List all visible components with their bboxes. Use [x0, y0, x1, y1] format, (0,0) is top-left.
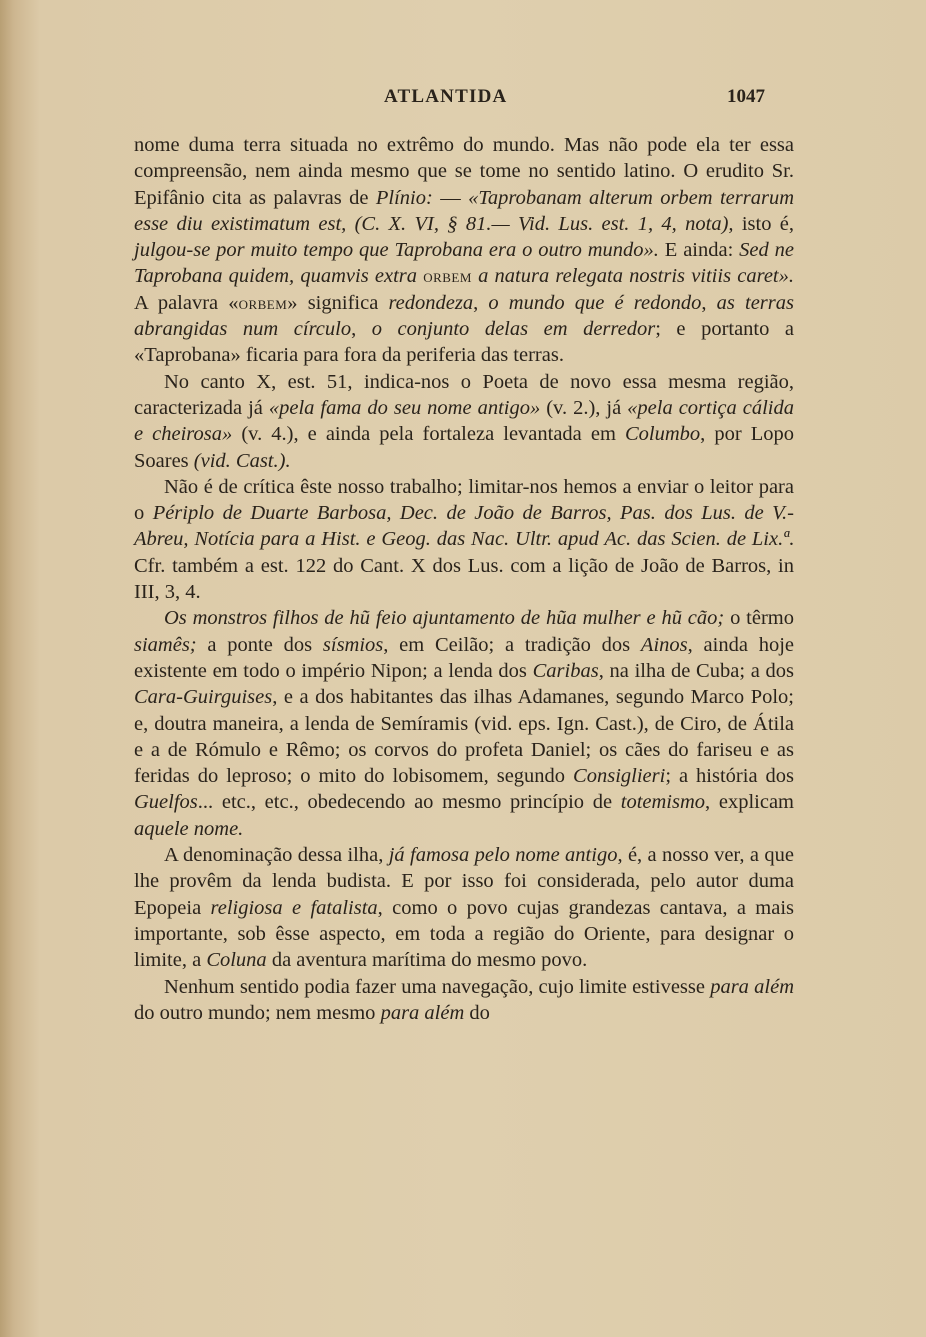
text-run: Nenhum sentido podia fazer uma navegação, cujo limite estivesse	[164, 975, 711, 998]
text-run: , em Ceilão; a tradição dos	[383, 633, 641, 656]
italic-text: Périplo de Duarte Barbosa, Dec. de João de Barros, Pas. dos Lus. de V.-Abreu, Notícia para a Hist. e Geog. das Nac. Ultr. apud Ac. das Scien. de Lix.ª	[134, 502, 794, 551]
italic-text: aquele nome.	[134, 817, 244, 840]
page-header	[0, 86, 926, 116]
paragraph	[134, 369, 794, 474]
page-number: 1047	[727, 86, 765, 107]
text-run: Não é de crítica êste nosso trabalho; limitar-nos hemos a enviar o leitor para o	[134, 475, 794, 525]
text-run: , como o povo cujas grandezas cantava, a mais importante, sob êsse aspecto, em toda a região do Oriente, para designar o limite, a	[134, 896, 795, 972]
text-run: isto é,	[741, 212, 795, 235]
body-text	[134, 132, 794, 1026]
italic-text: Sed ne Taprobana quidem, quamvis extra	[134, 239, 794, 288]
italic-text: já famosa pelo nome antigo	[388, 844, 618, 867]
italic-text: totemismo	[620, 791, 706, 814]
running-title: ATLANTIDA	[384, 86, 508, 107]
text-run: A palavra «	[134, 291, 239, 314]
italic-text: Guelfos	[134, 791, 198, 814]
text-run: ; a história dos	[665, 765, 795, 788]
text-run: a ponte dos	[196, 633, 323, 656]
text-run: ,	[701, 291, 717, 314]
italic-text: religiosa e fatalista	[210, 896, 378, 919]
paragraph	[134, 132, 794, 369]
text-run: ; e portanto a «Taprobana» ficaria para fora da periferia das terras.	[134, 318, 795, 367]
text-run: ... etc., etc., obedecendo ao mesmo princípio de	[197, 791, 621, 814]
italic-text: a natura relegata nostris vitiis caret».	[471, 265, 794, 288]
text-run: No canto X, est. 51, indica-nos o Poeta de novo essa mesma região, caracterizada já	[134, 370, 794, 419]
italic-text: siamês;	[134, 633, 197, 656]
italic-text: Columbo	[624, 423, 701, 446]
italic-text: para além	[380, 1001, 465, 1024]
italic-text: Os monstros filhos de hũ feio ajuntamento de hũa mulher e hũ cão;	[164, 607, 725, 630]
text-run: ,	[473, 291, 489, 314]
text-run: da aventura marítima do mesmo povo.	[266, 949, 588, 972]
text-run: (v. 2.), já	[540, 396, 628, 419]
text-run: —	[432, 186, 469, 209]
italic-text: «pela fama do seu nome antigo»	[268, 396, 541, 419]
text-run: , na ilha de Cuba; a dos	[598, 659, 795, 682]
text-run: , ainda hoje existente em todo o império Nipon; a lenda dos	[134, 633, 794, 682]
italic-text: Consiglieri	[573, 765, 666, 788]
text-run: . Cfr. também a est. 122 do Cant. X dos Lus. com a lição de João de Barros, in III, 3, 4.	[134, 528, 794, 604]
small-caps-text: orbem	[423, 266, 472, 287]
text-run: , por Lopo Soares	[134, 423, 795, 472]
italic-text: redondeza	[388, 291, 474, 314]
italic-text: para além	[710, 975, 795, 998]
italic-text: (vid. Cast.).	[193, 449, 291, 472]
text-run: , explicam	[705, 791, 794, 814]
italic-text: julgou-se por muito tempo que Taprobana era o outro mundo».	[134, 239, 659, 262]
paragraph	[134, 842, 794, 973]
italic-text: Plínio:	[375, 186, 433, 209]
text-run: ,	[351, 318, 372, 341]
text-run: , e a dos habitantes das ilhas Adamanes, segundo Marco Polo; e, doutra maneira, a lenda de Semíramis (vid. eps. Ign. Cast.), de Ciro, de Átila e a de Rómulo e Rêmo; os corvos do profeta Daniel; os cães do fariseu e as feridas do leproso; o mito do lobisomem, segundo	[134, 686, 794, 788]
text-run: do	[464, 1001, 490, 1024]
paragraph	[134, 974, 794, 1027]
paragraph	[134, 474, 794, 605]
italic-text: «Taprobanam alterum orbem terrarum esse diu existimatum est, (C. X. VI, § 81.— Vid. Lus. est. 1, 4, nota),	[134, 186, 795, 235]
italic-text: as terras abrangidas num círculo	[134, 291, 794, 341]
italic-text: sísmios	[322, 633, 384, 656]
italic-text: Coluna	[206, 949, 267, 972]
italic-text: Ainos	[640, 633, 688, 656]
italic-text: Cara-Guirguises	[134, 686, 273, 709]
text-run: o têrmo	[724, 607, 794, 630]
text-run: (v. 4.), e ainda pela fortaleza levantada em	[232, 423, 625, 446]
text-run: » significa	[287, 291, 389, 314]
text-run: , é, a nosso ver, a que lhe provêm da lenda budista. E por isso foi considerada, pelo autor duma Epopeia	[134, 844, 794, 919]
small-caps-text: orbem	[238, 292, 288, 313]
italic-text: o mundo que é redondo	[488, 291, 702, 314]
text-run: E ainda:	[658, 239, 740, 262]
paragraph	[134, 605, 794, 842]
italic-text: Caribas	[532, 659, 599, 682]
italic-text: o conjunto delas em derredor	[371, 318, 656, 341]
italic-text: «pela cortiça cálida e cheirosa»	[134, 396, 794, 446]
text-run: A denominação dessa ilha,	[164, 844, 389, 867]
text-run: do outro mundo; nem mesmo	[134, 1001, 381, 1024]
text-run: nome duma terra situada no extrêmo do mundo. Mas não pode ela ter essa compreensão, nem ainda mesmo que se tome no sentido latino. O erudito Sr. Epifânio cita as palavras de	[134, 134, 794, 209]
